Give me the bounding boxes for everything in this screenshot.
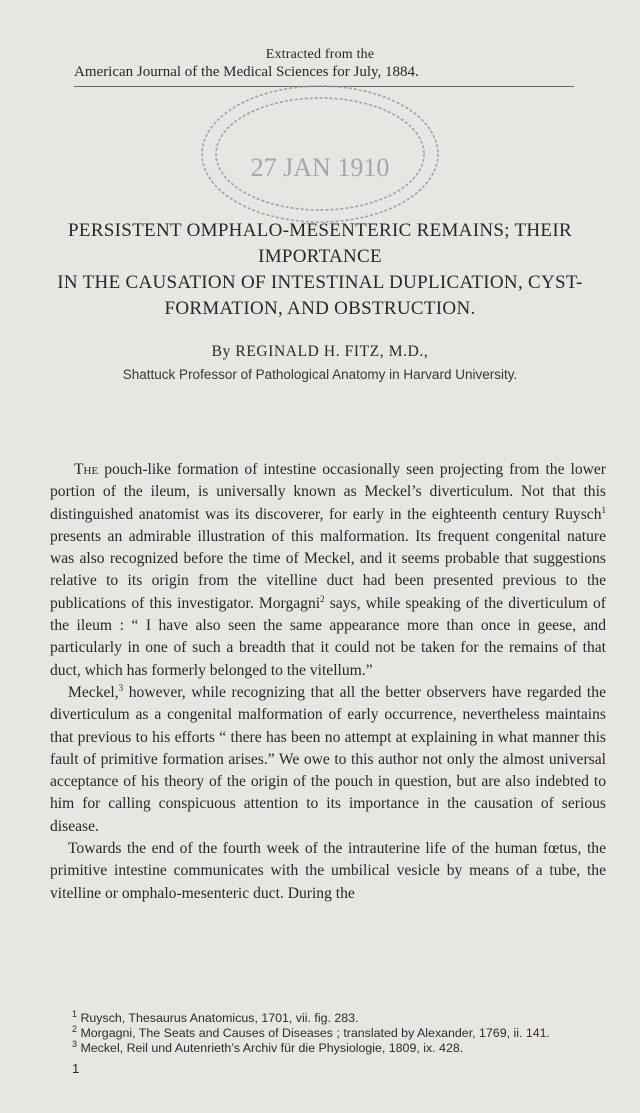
footnote-2-text: Morgagni, The Seats and Causes of Diseases ; translated by Alexander, 1769, ii. 141. [77, 1026, 550, 1040]
footnote-3-text: Meckel, Reil und Autenrieth’s Archiv für die Physiologie, 1809, ix. 428. [77, 1041, 464, 1055]
library-stamp-icon [180, 84, 460, 234]
title-line-3: FORMATION, AND OBSTRUCTION. [164, 298, 476, 319]
paragraph-2 [50, 682, 606, 838]
paragraph-3: Towards the end of the fourth week of the intrauterine life of the human fœtus, the primitive intestine communicates with the umbilical vesicle by means of a tube, the vitelline or omphalo-mesenteric duct. During the [50, 840, 606, 902]
footnote-2-number: 2 [72, 1023, 78, 1034]
footnote-ref-3: 3 [118, 682, 124, 693]
lead-word: The [74, 461, 99, 478]
paragraph-1-text-b: presents an admirable illustration of this malformation. Its frequent congenital nature was also recognized before the time of Meckel, and it seems probable that suggestions relative to its origin from the vitelline duct had been presented previous to the publications of this investigator. Morgagni [50, 527, 606, 612]
extract-note: Extracted from the [265, 47, 375, 62]
footnote-1-text: Ruysch, Thesaurus Anatomicus, 1701, vii. fig. 283. [77, 1011, 359, 1025]
footnote-3 [72, 1038, 612, 1056]
footnote-1 [72, 1008, 612, 1026]
footnote-ref-2: 2 [320, 593, 325, 604]
title-line-1: PERSISTENT OMPHALO-MESENTERIC REMAINS; THEIR IMPORTANCE [68, 220, 572, 267]
footnote-ref-1: 1 [601, 504, 606, 515]
paragraph-1-text-a: pouch-like formation of intestine occasionally seen projecting from the lower portion of the ileum, is universally known as Meckel’s diverticulum. Not that this distinguished anatomist was its discoverer, for early in the eighteenth century Ruysch [50, 461, 606, 523]
article-body [50, 459, 606, 905]
footnotes [72, 1008, 612, 1056]
article-title [12, 218, 628, 322]
author-byline: By REGINALD H. FITZ, M.D., [211, 343, 429, 360]
footnote-1-number: 1 [72, 1008, 78, 1019]
footnote-3-number: 3 [72, 1038, 78, 1049]
paragraph-1-text-c: says, while speaking of the diverticulum of the ileum : “ I have also seen the same appearance more than once in geese, and particularly in one of such a breadth that it could not be taken for the remains of that duct, which has formerly belonged to the vitellum.” [50, 594, 606, 679]
paragraph-2-text-b: however, while recognizing that all the better observers have regarded the diverticulum as a congenital malformation of early occurrence, nevertheless maintains that previous to his efforts “ there has been no attempt at explaining in what manner this fault of primitive formation arises.” We owe to this author not only the almost universal acceptance of his theory of the origin of the pouch in question, but are also indebted to him for calling conspicuous attention to its importance in the causation of serious disease. [50, 683, 606, 835]
stamp-date: 27 JAN 1910 [250, 153, 390, 182]
author-affiliation: Shattuck Professor of Pathological Anatomy in Harvard University. [122, 367, 518, 382]
footnote-2 [72, 1023, 612, 1041]
title-line-2: IN THE CAUSATION OF INTESTINAL DUPLICATION, CYST- [57, 272, 583, 293]
journal-citation: American Journal of the Medical Sciences for July, 1884. [74, 64, 419, 80]
paragraph-1 [50, 459, 606, 682]
page-number: 1 [72, 1061, 80, 1076]
paragraph-2-text-a: Meckel, [68, 683, 119, 701]
